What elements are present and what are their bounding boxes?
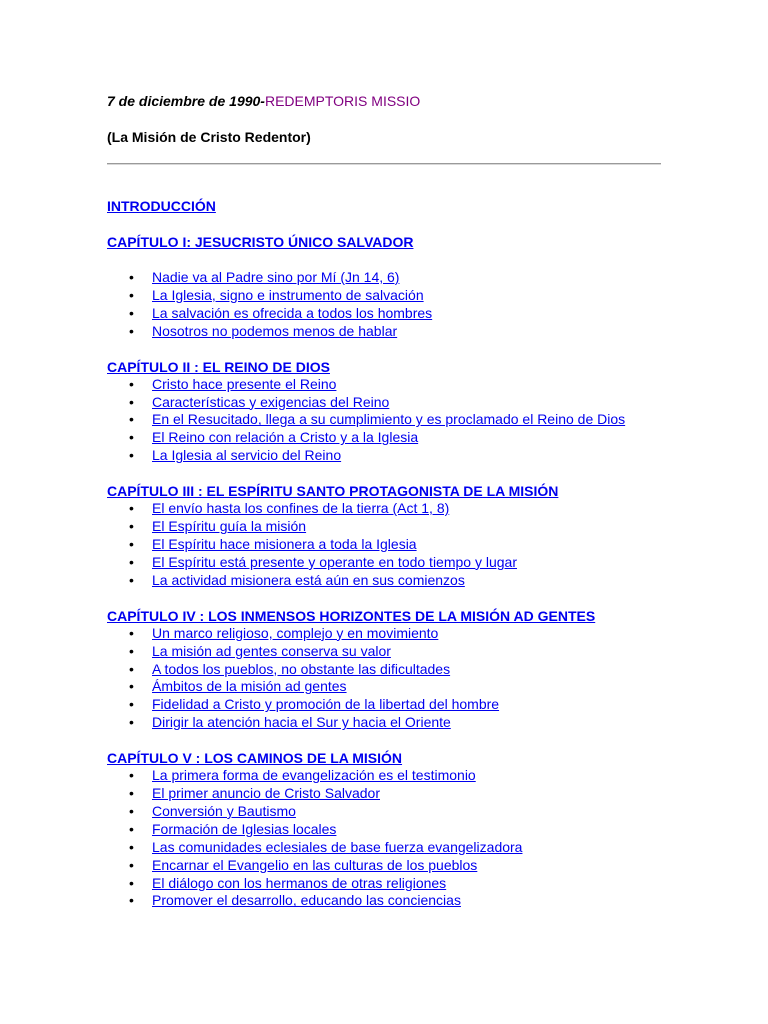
list-item (107, 857, 667, 875)
list-item (107, 287, 667, 305)
list-item (107, 767, 667, 785)
chapter-1-item-link[interactable]: La Iglesia, signo e instrumento de salvación (152, 286, 424, 303)
list-item (107, 447, 667, 465)
list-item (107, 429, 667, 447)
list-item (107, 411, 667, 429)
list-item (107, 875, 667, 893)
list-item (107, 785, 667, 803)
chapter-5-list (107, 767, 667, 910)
chapter-2-item-link[interactable]: El Reino con relación a Cristo y a la Iglesia (152, 429, 419, 446)
chapter-4-item-link[interactable]: La misión ad gentes conserva su valor (152, 642, 391, 659)
chapter-5-item-link[interactable]: Promover el desarrollo, educando las conciencias (152, 892, 461, 909)
bullet-icon: • (129, 286, 134, 303)
bullet-icon: • (129, 375, 134, 392)
chapter-5-item-link[interactable]: El diálogo con los hermanos de otras religiones (152, 874, 447, 891)
chapter-5-item-link[interactable]: El primer anuncio de Cristo Salvador (152, 785, 380, 802)
list-item (107, 323, 667, 341)
bullet-icon: • (129, 856, 134, 873)
bullet-icon: • (129, 892, 134, 909)
bullet-icon: • (129, 874, 134, 891)
list-item (107, 892, 667, 910)
toc-introduction (107, 197, 667, 215)
chapter-4-item-link[interactable]: A todos los pueblos, no obstante las dificultades (152, 660, 451, 677)
chapter-3-item-link[interactable]: La actividad misionera está aún en sus comienzos (152, 571, 465, 588)
bullet-icon: • (129, 820, 134, 837)
chapter-4-item-link[interactable]: Dirigir la atención hacia el Sur y hacia el Oriente (152, 714, 451, 731)
bullet-icon: • (129, 535, 134, 552)
list-item (107, 839, 667, 857)
bullet-icon: • (129, 571, 134, 588)
chapter-3-list (107, 500, 667, 590)
chapter-5-item-link[interactable]: Formación de Iglesias locales (152, 820, 337, 837)
chapter-5-item-link[interactable]: Encarnar el Evangelio en las culturas de los pueblos (152, 856, 478, 873)
chapter-heading (107, 482, 667, 500)
list-item (107, 394, 667, 412)
chapter-1-item-link[interactable]: Nadie va al Padre sino por Mí (Jn 14, 6) (152, 269, 400, 285)
bullet-icon: • (129, 785, 134, 802)
document-date: 7 de diciembre de 1990- (107, 93, 265, 109)
chapter-1-list (107, 269, 667, 341)
list-item (107, 661, 667, 679)
list-item (107, 643, 667, 661)
chapter-4-list (107, 625, 667, 732)
introduction-link[interactable]: INTRODUCCIÓN (107, 198, 216, 214)
chapter-2-item-link[interactable]: Cristo hace presente el Reino (152, 375, 337, 392)
list-item (107, 500, 667, 518)
list-item (107, 376, 667, 394)
bullet-icon: • (129, 767, 134, 784)
chapter-4-item-link[interactable]: Fidelidad a Cristo y promoción de la libertad del hombre (152, 696, 500, 713)
bullet-icon: • (129, 714, 134, 731)
bullet-icon: • (129, 447, 134, 464)
list-item (107, 518, 667, 536)
bullet-icon: • (129, 429, 134, 446)
chapter-heading (107, 607, 667, 625)
list-item (107, 821, 667, 839)
chapter-2-link[interactable]: CAPÍTULO II : EL REINO DE DIOS (107, 358, 330, 375)
list-item (107, 536, 667, 554)
chapter-2-list (107, 376, 667, 466)
chapter-2-item-link[interactable]: Características y exigencias del Reino (152, 393, 390, 410)
list-item (107, 572, 667, 590)
bullet-icon: • (129, 500, 134, 517)
chapter-3-item-link[interactable]: El Espíritu está presente y operante en todo tiempo y lugar (152, 553, 517, 570)
bullet-icon: • (129, 393, 134, 410)
bullet-icon: • (129, 553, 134, 570)
chapter-3-item-link[interactable]: El envío hasta los confines de la tierra (Act 1, 8) (152, 500, 450, 517)
document-page (107, 92, 667, 910)
chapter-5-item-link[interactable]: Conversión y Bautismo (152, 802, 296, 819)
chapter-3-item-link[interactable]: El Espíritu guía la misión (152, 518, 307, 535)
chapter-heading (107, 749, 667, 767)
chapter-4-link[interactable]: CAPÍTULO IV : LOS INMENSOS HORIZONTES DE LA MISIÓN AD GENTES (107, 607, 596, 624)
chapter-1-item-link[interactable]: La salvación es ofrecida a todos los hombres (152, 304, 433, 321)
chapter-3-link[interactable]: CAPÍTULO III : EL ESPÍRITU SANTO PROTAGONISTA DE LA MISIÓN (107, 483, 559, 500)
list-item (107, 803, 667, 821)
bullet-icon: • (129, 678, 134, 695)
bullet-icon: • (129, 642, 134, 659)
bullet-icon: • (129, 518, 134, 535)
bullet-icon: • (129, 802, 134, 819)
list-item (107, 714, 667, 732)
bullet-icon: • (129, 304, 134, 321)
horizontal-rule (107, 163, 661, 165)
chapter-5-link[interactable]: CAPÍTULO V : LOS CAMINOS DE LA MISIÓN (107, 750, 403, 767)
list-item (107, 696, 667, 714)
chapter-heading (107, 358, 667, 376)
bullet-icon: • (129, 269, 134, 285)
header-line (107, 92, 667, 110)
list-item (107, 305, 667, 323)
chapter-1-item-link[interactable]: Nosotros no podemos menos de hablar (152, 322, 398, 339)
chapter-heading (107, 233, 667, 251)
chapter-3-item-link[interactable]: El Espíritu hace misionera a toda la Iglesia (152, 535, 417, 552)
document-title: REDEMPTORIS MISSIO (264, 93, 421, 109)
chapter-5-item-link[interactable]: Las comunidades eclesiales de base fuerza evangelizadora (152, 838, 523, 855)
bullet-icon: • (129, 322, 134, 339)
list-item (107, 678, 667, 696)
list-item (107, 269, 667, 287)
chapter-1-link[interactable]: CAPÍTULO I: JESUCRISTO ÚNICO SALVADOR (107, 234, 414, 250)
list-item (107, 554, 667, 572)
chapter-5-item-link[interactable]: La primera forma de evangelización es el testimonio (152, 767, 476, 784)
chapter-4-item-link[interactable]: Un marco religioso, complejo y en movimiento (152, 624, 439, 641)
bullet-icon: • (129, 624, 134, 641)
document-subtitle: (La Misión de Cristo Redentor) (107, 129, 311, 145)
list-item (107, 625, 667, 643)
chapter-2-item-link[interactable]: En el Resucitado, llega a su cumplimiento y es proclamado el Reino de Dios (152, 411, 626, 428)
bullet-icon: • (129, 838, 134, 855)
bullet-icon: • (129, 696, 134, 713)
chapter-2-item-link[interactable]: La Iglesia al servicio del Reino (152, 447, 342, 464)
bullet-icon: • (129, 660, 134, 677)
bullet-icon: • (129, 411, 134, 428)
chapter-4-item-link[interactable]: Ámbitos de la misión ad gentes (152, 678, 347, 695)
